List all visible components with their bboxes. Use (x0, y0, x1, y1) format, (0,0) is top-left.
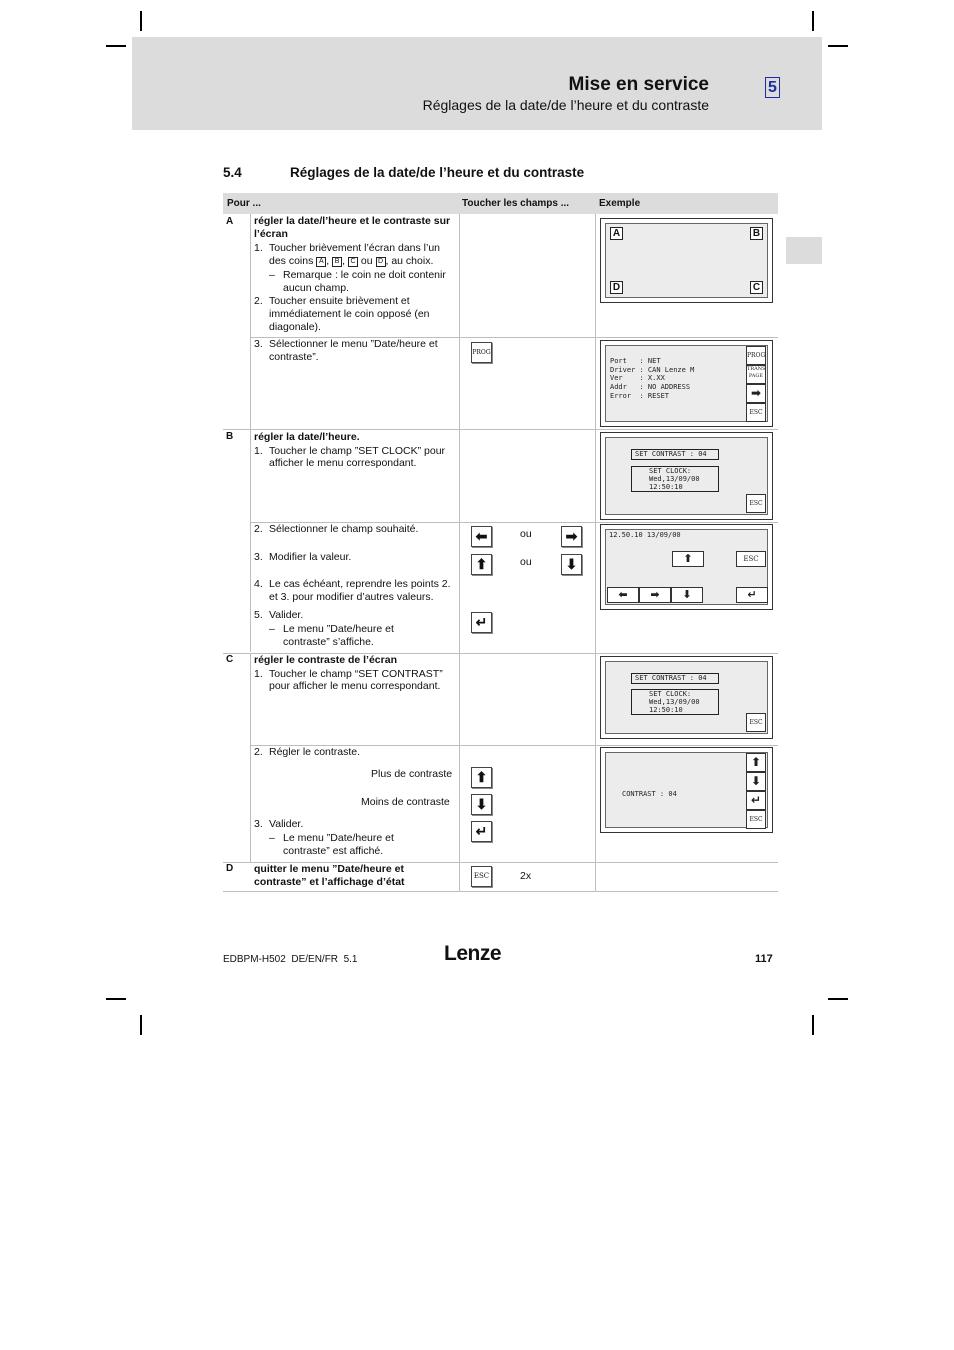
note-text: contraste” est affiché. (283, 845, 384, 857)
arrow-up-icon[interactable]: ⬆ (471, 767, 492, 788)
step-text: diagonale). (269, 321, 321, 333)
arrow-up-icon[interactable]: ⬆ (672, 551, 704, 567)
crop-mark (812, 1015, 814, 1035)
enter-icon[interactable]: ↵ (746, 791, 766, 810)
enter-icon[interactable]: ↵ (471, 821, 492, 842)
arrow-up-icon[interactable]: ⬆ (746, 753, 766, 772)
step-text: Sélectionner le champ souhaité. (269, 523, 419, 535)
set-contrast-field[interactable]: SET CONTRAST : 04 (631, 449, 719, 460)
arrow-down-icon[interactable]: ⬇ (671, 587, 703, 603)
page-number: 117 (755, 953, 773, 965)
row-d-title-2: contraste” et l’affichage d’état (254, 876, 405, 888)
clock-edit-line: 12.50.10 13/09/00 (609, 531, 681, 539)
crop-mark (828, 45, 848, 47)
set-clock-field[interactable]: SET CLOCK: Wed,13/09/00 12:50:10 (631, 689, 719, 715)
enter-icon[interactable]: ↵ (471, 612, 492, 633)
arrow-left-icon[interactable]: ⬅ (607, 587, 639, 603)
step-text: Toucher le champ ”SET CLOCK” pour (269, 445, 446, 457)
note-text: Le menu ”Date/heure et (283, 623, 394, 635)
arrow-down-icon[interactable]: ⬇ (746, 772, 766, 791)
esc-softkey[interactable]: ESC (736, 551, 766, 567)
row-c-title: régler le contraste de l’écran (254, 654, 397, 666)
header-toucher: Toucher les champs ... (462, 198, 570, 209)
step-text-corners: des coins A , B , C ou D , au choix. (269, 255, 434, 267)
contrast-value-line: CONTRAST : 04 (622, 790, 677, 798)
note-text: Le menu ”Date/heure et (283, 832, 394, 844)
plus-contrast-label: Plus de contraste (371, 768, 453, 780)
page-title: Mise en service (568, 74, 709, 95)
step-text: Toucher ensuite brièvement et (269, 295, 410, 307)
prog-key[interactable]: PROG (471, 342, 492, 363)
corner-key-c: C (348, 257, 358, 267)
esc-softkey[interactable]: ESC (746, 403, 766, 422)
esc-softkey[interactable]: ESC (746, 810, 766, 829)
prog-softkey[interactable]: PROG (746, 346, 766, 365)
step-number: 1. (254, 668, 263, 680)
row-divider (223, 429, 778, 430)
step-text: Sélectionner le menu ”Date/heure et (269, 338, 438, 350)
section-number: 5.4 (223, 165, 242, 180)
step-number: 1. (254, 445, 263, 457)
crop-mark (140, 11, 142, 31)
row-letter-b: B (226, 431, 234, 442)
step-text: et 3. pour modifier d’autres valeurs. (269, 591, 434, 603)
step-text: Valider. (269, 609, 304, 621)
step-number: 5. (254, 609, 263, 621)
display-date-menu-example (600, 432, 773, 520)
corner-b[interactable]: B (750, 227, 763, 240)
crop-mark (140, 1015, 142, 1035)
note-text: contraste” s’affiche. (283, 636, 374, 648)
dash: – (269, 269, 275, 281)
corner-d[interactable]: D (610, 281, 623, 294)
chapter-badge: 5 (765, 77, 780, 98)
note-text: Remarque : le coin ne doit contenir (283, 269, 446, 281)
footer-doc-id: EDBPM-H502 DE/EN/FR 5.1 (223, 954, 358, 965)
step-text: Toucher le champ “SET CONTRAST” (269, 668, 443, 680)
set-contrast-field[interactable]: SET CONTRAST : 04 (631, 673, 719, 684)
row-a-title: régler la date/l’heure et le contraste sur l’écran (254, 215, 451, 240)
ou-label: ou (520, 556, 532, 568)
esc-softkey[interactable]: ESC (746, 713, 766, 732)
crop-mark (106, 998, 126, 1000)
arrow-right-icon[interactable]: ➡ (561, 526, 582, 547)
step-number: 4. (254, 578, 263, 590)
step-number: 2. (254, 523, 263, 535)
step-number: 2. (254, 746, 263, 758)
step-number: 2. (254, 295, 263, 307)
crop-mark (812, 11, 814, 31)
step-number: 3. (254, 818, 263, 830)
row-d-title-1: quitter le menu ”Date/heure et (254, 863, 404, 875)
section-title: Réglages de la date/de l’heure et du contraste (290, 165, 585, 180)
display-status-example (600, 340, 773, 427)
minus-contrast-label: Moins de contraste (361, 796, 450, 808)
esc-key[interactable]: ESC (471, 866, 492, 887)
row-b-title: régler la date/l’heure. (254, 431, 360, 443)
step-number: 3. (254, 551, 263, 563)
column-divider (250, 214, 251, 652)
step-number: 1. (254, 242, 263, 254)
column-divider (595, 214, 596, 891)
lenze-logo: Lenze (444, 942, 502, 965)
step-text: pour afficher le menu correspondant. (269, 680, 441, 692)
row-letter-a: A (226, 216, 234, 227)
step-text: immédiatement le coin opposé (en (269, 308, 430, 320)
display-contrast-menu-example (600, 656, 773, 739)
enter-icon[interactable]: ↵ (736, 587, 768, 603)
header-pour: Pour ... (227, 198, 261, 209)
display-contrast-adjust-example (600, 747, 773, 833)
ou-label: ou (520, 528, 532, 540)
step-text: afficher le menu correspondant. (269, 457, 417, 469)
arrow-up-icon[interactable]: ⬆ (471, 554, 492, 575)
set-clock-field[interactable]: SET CLOCK: Wed,13/09/00 12:50:10 (631, 466, 719, 492)
step-text: Toucher brièvement l’écran dans l’un (269, 242, 441, 254)
esc-repeat-label: 2x (520, 870, 532, 882)
arrow-right-icon[interactable]: ➡ (746, 384, 766, 403)
corner-a[interactable]: A (610, 227, 623, 240)
display-corners-example (600, 218, 773, 303)
header-band (132, 37, 822, 130)
page-subtitle: Réglages de la date/de l’heure et du contraste (422, 97, 709, 113)
trans-page-softkey[interactable]: TRANS PAGE (746, 365, 766, 384)
step-text: contraste”. (269, 351, 319, 363)
arrow-left-icon[interactable]: ⬅ (471, 526, 492, 547)
note-text: aucun champ. (283, 282, 349, 294)
arrow-down-icon[interactable]: ⬇ (471, 794, 492, 815)
display-edit-clock-example (600, 524, 773, 610)
step-text: Le cas échéant, reprendre les points 2. (269, 578, 451, 590)
row-letter-d: D (226, 863, 234, 874)
row-divider (223, 891, 778, 892)
dash: – (269, 623, 275, 635)
header-exemple: Exemple (599, 198, 641, 209)
column-divider (459, 214, 460, 891)
crop-mark (828, 998, 848, 1000)
arrow-down-icon[interactable]: ⬇ (561, 554, 582, 575)
column-divider (250, 653, 251, 862)
corner-key-a: A (316, 257, 326, 267)
step-number: 3. (254, 338, 263, 350)
corner-key-b: B (332, 257, 342, 267)
step-text: Modifier la valeur. (269, 551, 352, 563)
side-tab (786, 237, 822, 264)
arrow-right-icon[interactable]: ➡ (639, 587, 671, 603)
row-letter-c: C (226, 654, 234, 665)
dash: – (269, 832, 275, 844)
corner-c[interactable]: C (750, 281, 763, 294)
step-text: Valider. (269, 818, 304, 830)
step-text: Régler le contraste. (269, 746, 361, 758)
crop-mark (106, 45, 126, 47)
corner-key-d: D (376, 257, 386, 267)
status-text: Port : NET Driver : CAN Lenze M Ver : X.XX Addr : NO ADDRESS Error : RESET (610, 357, 695, 400)
esc-softkey[interactable]: ESC (746, 494, 766, 513)
